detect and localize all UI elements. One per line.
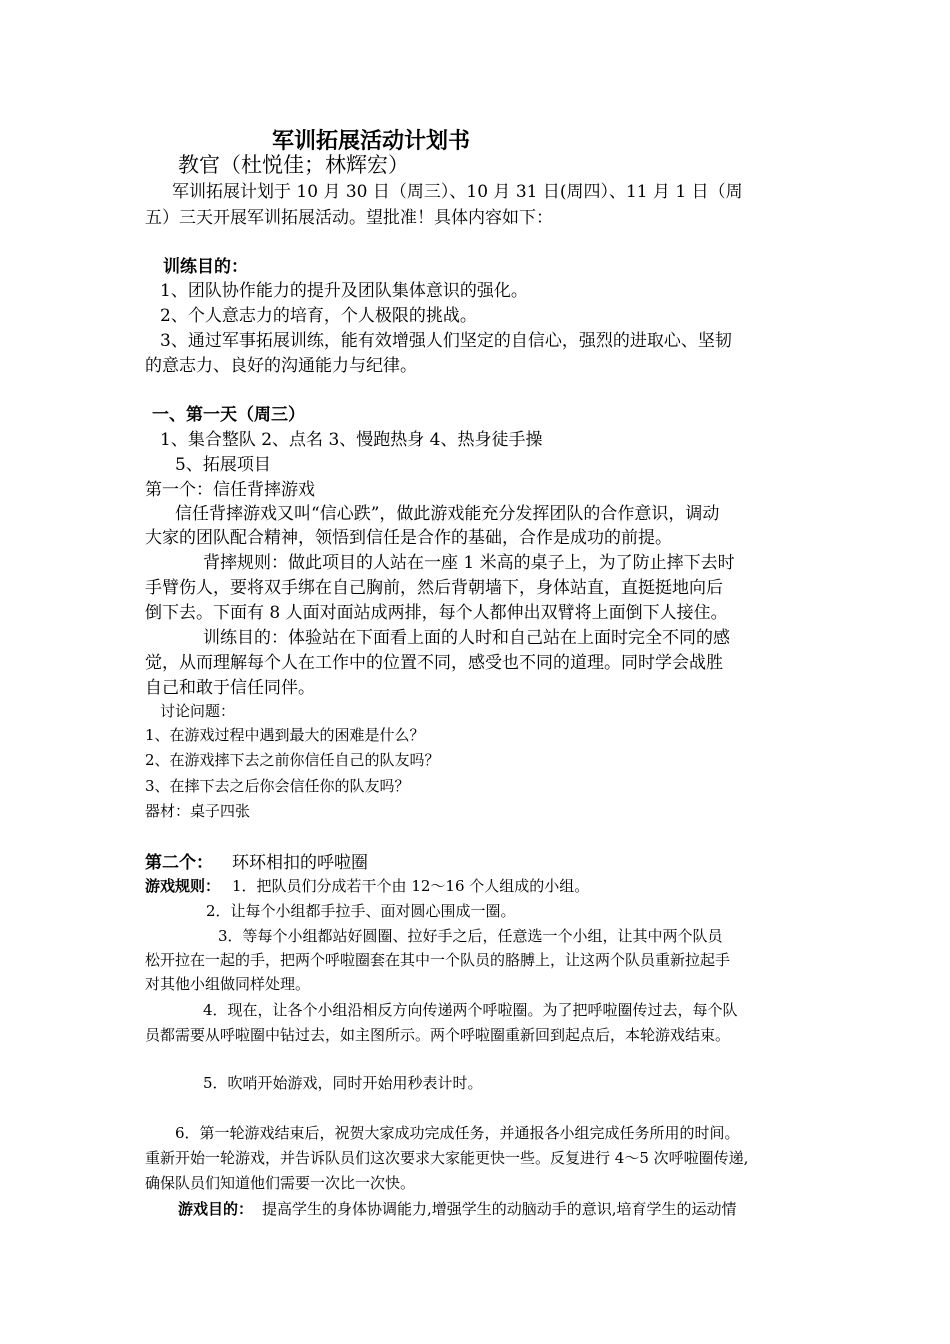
discussion-question: 1、在游戏过程中遇到最大的困难是什么？ xyxy=(145,726,425,744)
discussion-heading: 讨论问题： xyxy=(160,702,236,720)
game1-purpose: 自己和敢于信任同伴。 xyxy=(145,678,315,698)
instructors-line: 教官（杜悦佳；林辉宏） xyxy=(178,153,409,177)
game2-rule: 4．现在，让各个小组沿相反方向传递两个呼啦圈。为了把呼啦圈传过去，每个队 xyxy=(203,1001,738,1019)
discussion-question: 2、在游戏摔下去之前你信任自己的队友吗？ xyxy=(145,751,440,769)
game2-rule: 重新开始一轮游戏，并告诉队员们这次要求大家能更快一些。反复进行 4～5 次呼啦圈传递, xyxy=(145,1149,749,1167)
game1-purpose: 觉，从而理解每个人在工作中的位置不同，感受也不同的道理。同时学会战胜 xyxy=(145,653,723,673)
day1-schedule: 5、拓展项目 xyxy=(175,455,271,475)
game2-purpose-label: 游戏目的： xyxy=(178,1200,254,1218)
goal-item: 3、通过军事拓展训练，能有效增强人们坚定的自信心，强烈的进取心、坚韧 xyxy=(160,331,732,351)
game2-title-name: 环环相扣的呼啦圈 xyxy=(232,853,368,873)
goals-heading: 训练目的： xyxy=(163,257,248,277)
day1-heading: 一、第一天（周三） xyxy=(152,405,305,425)
game2-title-label: 第二个： xyxy=(145,853,213,873)
game2-rule: 3．等每个小组都站好圆圈、拉好手之后，任意选一个小组，让其中两个队员 xyxy=(218,927,723,945)
goal-item: 的意志力、良好的沟通能力与纪律。 xyxy=(145,356,417,376)
game2-rule: 1．把队员们分成若干个由 12～16 个人组成的小组。 xyxy=(232,877,590,895)
day1-schedule: 1、集合整队 2、点名 3、慢跑热身 4、热身徒手操 xyxy=(160,430,543,450)
goal-item: 2、个人意志力的培育，个人极限的挑战。 xyxy=(160,306,477,326)
equipment-line: 器材：桌子四张 xyxy=(145,802,251,820)
game2-rule: 对其他小组做同样处理。 xyxy=(145,975,311,993)
game2-rule: 2．让每个小组都手拉手、面对圆心围成一圈。 xyxy=(206,902,516,920)
game1-rules: 手臂伤人，要将双手绑在自己胸前，然后背朝墙下，身体站直，直挺挺地向后 xyxy=(145,578,723,598)
game2-rule: 6．第一轮游戏结束后，祝贺大家成功完成任务，并通报各小组完成任务所用的时间。 xyxy=(175,1124,740,1142)
game2-rule: 松开拉在一起的手，把两个呼啦圈套在其中一个队员的胳膊上，让这两个队员重新拉起手 xyxy=(145,951,731,969)
game2-rule: 5．吹哨开始游戏，同时开始用秒表计时。 xyxy=(203,1074,483,1092)
intro-line: 五）三天开展军训拓展活动。望批准！具体内容如下： xyxy=(145,208,553,228)
document-title: 军训拓展活动计划书 xyxy=(272,129,471,154)
game2-purpose-text: 提高学生的身体协调能力,增强学生的动脑动手的意识,培育学生的运动情 xyxy=(262,1200,737,1218)
game2-rules-label: 游戏规则： xyxy=(145,877,221,895)
game1-intro: 信任背摔游戏又叫“信心跌”，做此游戏能充分发挥团队的合作意识，调动 xyxy=(175,504,720,524)
game1-purpose: 训练目的：体验站在下面看上面的人时和自己站在上面时完全不同的感 xyxy=(203,628,730,648)
game2-rule: 确保队员们知道他们需要一次比一次快。 xyxy=(145,1174,416,1192)
game1-intro: 大家的团队配合精神，领悟到信任是合作的基础，合作是成功的前提。 xyxy=(145,528,672,548)
intro-line: 军训拓展计划于 10 月 30 日（周三）、10 月 31 日(周四）、11 月 1 日（周 xyxy=(172,182,743,202)
game1-rules: 倒下去。下面有 8 人面对面站成两排，每个人都伸出双臂将上面倒下人接住。 xyxy=(145,603,728,623)
game2-rule: 员都需要从呼啦圈中钻过去，如主图所示。两个呼啦圈重新回到起点后，本轮游戏结束。 xyxy=(145,1026,731,1044)
game1-title: 第一个：信任背摔游戏 xyxy=(145,480,315,500)
discussion-question: 3、在摔下去之后你会信任你的队友吗？ xyxy=(145,777,410,795)
game1-rules: 背摔规则：做此项目的人站在一座 1 米高的桌子上，为了防止摔下去时 xyxy=(203,553,735,573)
goal-item: 1、团队协作能力的提升及团队集体意识的强化。 xyxy=(160,281,528,301)
